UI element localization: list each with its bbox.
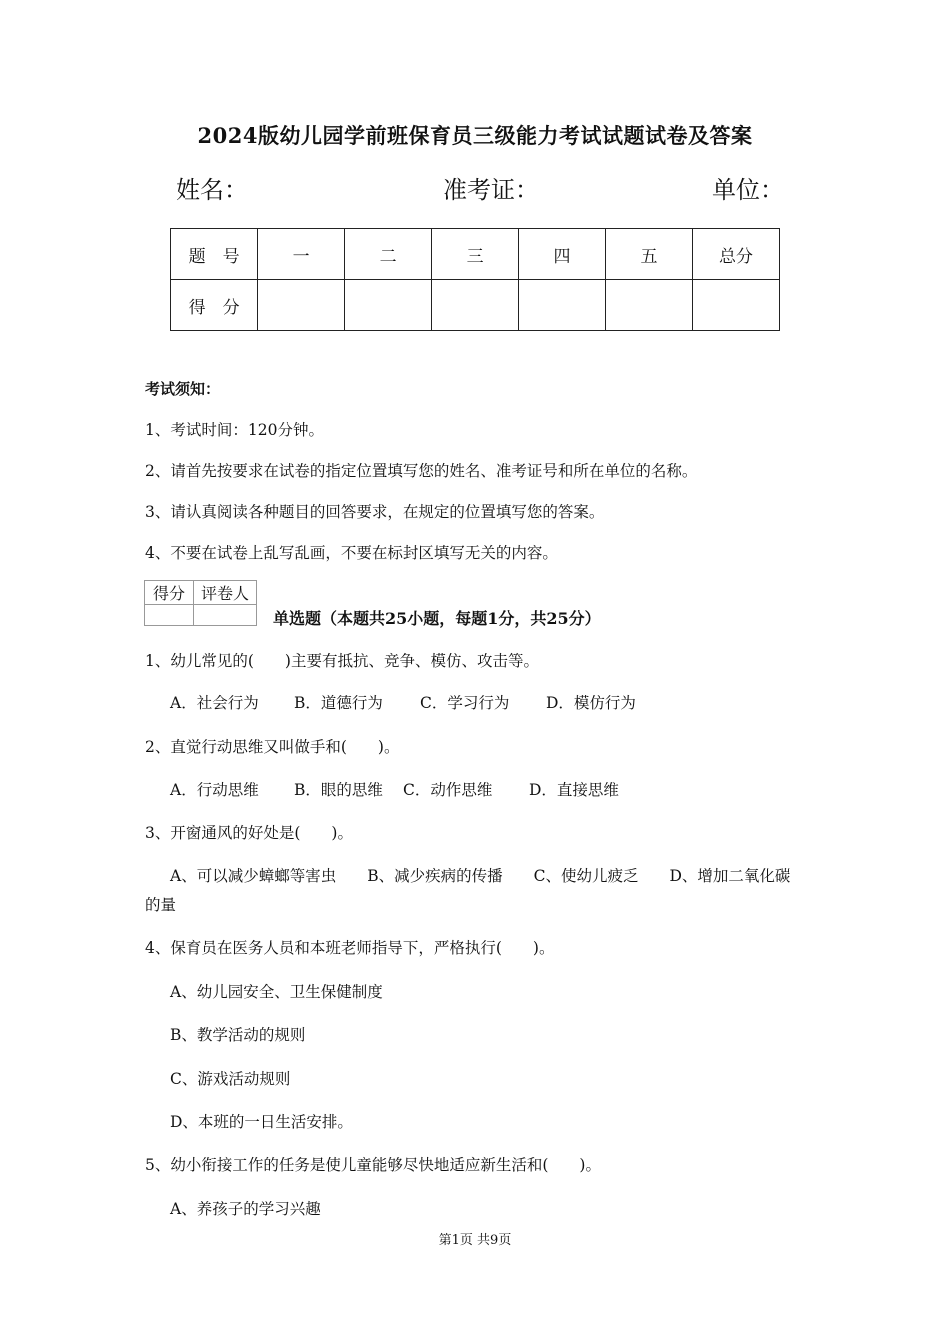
notes-heading: 考试须知： (145, 380, 221, 398)
option-a[interactable]: A．行动思维 (170, 781, 259, 799)
option-c[interactable]: C、游戏活动规则 (170, 1070, 291, 1088)
question-3-options[interactable]: A、可以减少蟑螂等害虫 B、减少疾病的传播 C、使幼儿疲乏 D、增加二氧化碳 (170, 867, 791, 885)
option-b[interactable]: B．道德行为 (294, 694, 383, 712)
score-table (170, 228, 780, 331)
score-table-row-label: 得 分 (171, 280, 258, 331)
score-table-header-row (171, 229, 780, 280)
option-d[interactable]: D．直接思维 (529, 781, 619, 799)
note-item: 1、考试时间：120分钟。 (145, 421, 324, 439)
option-d[interactable]: D．模仿行为 (546, 694, 636, 712)
question-5: 5、幼小衔接工作的任务是使儿童能够尽快地适应新生活和( )。 (145, 1156, 601, 1174)
question-2-options (170, 778, 619, 800)
score-table-cell: 五 (606, 229, 693, 280)
score-input-cell[interactable] (606, 280, 693, 331)
exam-number-field-label: 准考证： (443, 176, 539, 204)
grader-score-cell[interactable] (145, 605, 194, 626)
option-a[interactable]: A．社会行为 (170, 694, 259, 712)
score-input-cell[interactable] (258, 280, 345, 331)
score-table-cell: 四 (519, 229, 606, 280)
document-title: 2024版幼儿园学前班保育员三级能力考试试题试卷及答案 (197, 123, 753, 148)
note-item: 3、请认真阅读各种题目的回答要求，在规定的位置填写您的答案。 (145, 503, 605, 521)
option-d[interactable]: D、本班的一日生活安排。 (170, 1113, 353, 1131)
grader-box (144, 580, 257, 626)
page-footer: 第1页 共9页 (438, 1233, 512, 1248)
name-field-label: 姓名： (176, 176, 248, 204)
note-item: 4、不要在试卷上乱写乱画，不要在标封区填写无关的内容。 (145, 544, 558, 562)
grader-reviewer-cell[interactable] (194, 605, 257, 626)
question-4: 4、保育员在医务人员和本班老师指导下，严格执行( )。 (145, 939, 555, 957)
option-a[interactable]: A、养孩子的学习兴趣 (170, 1200, 321, 1218)
unit-field-label: 单位： (712, 176, 784, 204)
score-table-score-row (171, 280, 780, 331)
option-c[interactable]: C．动作思维 (403, 781, 493, 799)
score-input-cell[interactable] (692, 280, 779, 331)
grader-reviewer-label: 评卷人 (194, 581, 257, 605)
question-1-options (170, 691, 636, 713)
score-table-cell: 题 号 (171, 229, 258, 280)
score-table-cell: 一 (258, 229, 345, 280)
score-input-cell[interactable] (345, 280, 432, 331)
score-table-cell: 二 (345, 229, 432, 280)
option-c[interactable]: C．学习行为 (420, 694, 510, 712)
section-title: 单选题（本题共25小题，每题1分，共25分） (273, 609, 601, 628)
grader-score-label: 得分 (145, 581, 194, 605)
question-2: 2、直觉行动思维又叫做手和( )。 (145, 738, 400, 756)
score-table-cell: 三 (432, 229, 519, 280)
option-b[interactable]: B、教学活动的规则 (170, 1026, 306, 1044)
question-3-options-continued: 的量 (145, 896, 177, 914)
option-a[interactable]: A、幼儿园安全、卫生保健制度 (170, 983, 383, 1001)
question-1: 1、幼儿常见的( )主要有抵抗、竞争、模仿、攻击等。 (145, 652, 539, 670)
score-input-cell[interactable] (432, 280, 519, 331)
option-b[interactable]: B．眼的思维 (294, 781, 383, 799)
question-3: 3、开窗通风的好处是( )。 (145, 824, 353, 842)
note-item: 2、请首先按要求在试卷的指定位置填写您的姓名、准考证号和所在单位的名称。 (145, 462, 698, 480)
score-table-cell: 总分 (692, 229, 779, 280)
score-input-cell[interactable] (519, 280, 606, 331)
